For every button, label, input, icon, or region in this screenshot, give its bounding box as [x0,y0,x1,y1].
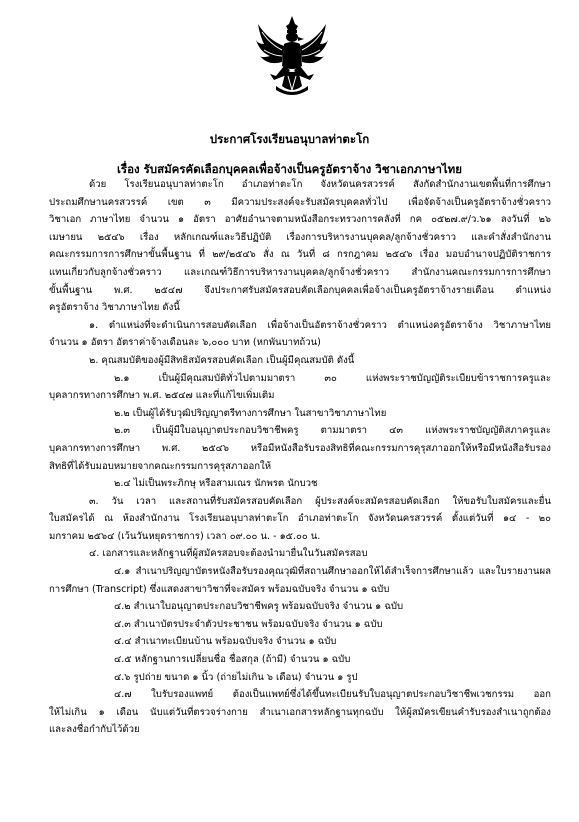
body-line: ๔.๖ รูปถ่าย ขนาด ๑ นิ้ว (ถ่ายไม่เกิน ๖ เดือน) จำนวน ๑ รูป [114,671,358,683]
body-line: เมษายน ๒๕๔๖ เรื่อง หลักเกณฑ์และวิธีปฏิบัติ เรื่องการบริหารงานบุคคล/ลูกจ้างชั่วคราว และคำสั่งสำนักงาน [49,231,551,243]
body-line: ๔.๗ ใบรับรองแพทย์ ต้องเป็นแพทย์ซึ่งได้ขึ้นทะเบียนรับใบอนุญาตประกอบวิชาชีพเวชกรรม ออก [114,689,551,701]
body-line: บุคลากรทางการศึกษา พ.ศ. ๒๕๔๖ หรือมีหนังสือรับรองสิทธิที่คณะกรรมการคุรุสภาออกให้หรือมีหนังสือรับรอง [49,442,551,454]
body-line: ๒.๒ เป็นผู้ได้รับวุฒิปริญญาตรีทางการศึกษา ในสาขาวิชาภาษาไทย [114,407,387,419]
body-line: แทนเกี่ยวกับลูกจ้างชั่วคราว และเกณฑ์วิธีการบริหารงานบุคคล/ลูกจ้างชั่วคราว สำนักงานคณะกรรมการการศึกษา [49,266,551,278]
body-line: ๒. คุณสมบัติของผู้มีสิทธิสมัครสอบคัดเลือก เป็นผู้มีคุณสมบัติ ดังนี้ [89,354,355,366]
body-line: และลงชื่อกำกับไว้ด้วย [49,724,140,736]
body-line: ๔.๕ หลักฐานการเปลี่ยนชื่อ ชื่อสกุล (ถ้ามี) จำนวน ๑ ฉบับ [114,654,351,666]
garuda-emblem-icon [254,14,330,98]
body-line: คณะกรรมการการศึกษาขั้นพื้นฐาน ที่ ๒๙/๒๕๔๖ สั่ง ณ วันที่ ๘ กรกฎาคม ๒๕๔๖ เรื่อง มอบอำนาจปฏิบัติราชการ [49,249,551,261]
body-line: ครูอัตราจ้าง วิชาภาษาไทย ดังนี้ [49,302,180,314]
body-line: ๔.๔ สำเนาทะเบียนบ้าน พร้อมฉบับจริง จำนวน ๑ ฉบับ [114,636,337,648]
body-line: สิทธิที่ได้รับมอบหมายจากคณะกรรมการคุรุสภาออกให้ [49,460,272,472]
body-line: ๑. ตำแหน่งที่จะดำเนินการสอบคัดเลือก เพื่อจ้างเป็นอัตราจ้างชั่วคราว ตำแหน่งครูอัตราจ้าง วิชาภาษาไทย [89,319,551,331]
announcement-body [49,176,551,739]
body-line: จำนวน ๑ อัตรา อัตราค่าจ้างเดือนละ ๖,๐๐๐ บาท (หกพันบาทถ้วน) [49,337,321,349]
body-line: ๔.๓ สำเนาบัตรประจำตัวประชาชน พร้อมฉบับจริง จำนวน ๑ ฉบับ [114,618,383,630]
body-line: ๓. วัน เวลา และสถานที่รับสมัครสอบคัดเลือก ผู้ประสงค์จะสมัครสอบคัดเลือก ให้ขอรับใบสมัครและยื่น [89,495,551,507]
body-line: ๔. เอกสารและหลักฐานที่ผู้สมัครสอบจะต้องนำมายื่นในวันสมัครสอบ [89,548,368,560]
body-line: ๔.๒ สำเนาใบอนุญาตประกอบวิชาชีพครู พร้อมฉบับจริง จำนวน ๑ ฉบับ [114,601,404,613]
body-line: ๒.๑ เป็นผู้มีคุณสมบัติทั่วไปตามมาตรา ๓๐ แห่งพระราชบัญญัติระเบียบข้าราชการครูและ [114,372,551,384]
body-line: ๒.๓ เป็นผู้มีใบอนุญาตประกอบวิชาชีพครู ตามมาตรา ๔๓ แห่งพระราชบัญญัติสภาครูและ [114,425,551,437]
body-line: ๔.๑ สำเนาปริญญาบัตรหนังสือรับรองคุณวุฒิที่สถานศึกษาออกให้ได้สำเร็จการศึกษาแล้ว และใบรายงานผล [114,566,551,578]
body-line: มกราคม ๒๕๖๔ (เว้นวันหยุดราชการ) เวลา ๐๙.๐๐ น. - ๑๕.๐๐ น. [49,530,321,542]
body-line: ใบสมัครได้ ณ ห้องสำนักงาน โรงเรียนอนุบาลท่าตะโก อำเภอท่าตะโก จังหวัดนครสวรรค์ ตั้งแต่วันที่ ๑๔ - ๒๐ [49,513,551,525]
announcement-subject: เรื่อง รับสมัครคัดเลือกบุคคลเพื่อจ้างเป็นครูอัตราจ้าง วิชาเอกภาษาไทย [116,162,463,176]
body-line: ๒.๔ ไม่เป็นพระภิกษุ หรือสามเณร นักพรต นักบวช [114,478,318,490]
body-line: ประถมศึกษานครสวรรค์ เขต ๓ มีความประสงค์จะรับสมัครบุคคลทั่วไป เพื่อจัดจ้างเป็นครูอัตราจ้างชั่วคราว [49,196,551,208]
body-line: ด้วย โรงเรียนอนุบาลท่าตะโก อำเภอท่าตะโก จังหวัดนครสวรรค์ สังกัดสำนักงานเขตพื้นที่การศึกษา [89,179,551,190]
body-line: ขั้นพื้นฐาน พ.ศ. ๒๕๔๗ จึงประกาศรับสมัครสอบคัดเลือกบุคคลเพื่อจ้างเป็นครูอัตราจ้างรายเดือน ตำแหน่ง [49,284,551,296]
body-line: บุคลากรทางการศึกษา พ.ศ. ๒๕๔๗ และที่แก้ไขเพิ่มเติม [49,390,275,402]
body-line: วิชาเอก ภาษาไทย จำนวน ๑ อัตรา อาศัยอำนาจตามหนังสือกระทรวงการคลังที่ กค ๐๕๒๗.๙/ว.๖๑ ลงวันที่ ๒๖ [49,214,551,226]
body-line: ให้ไม่เกิน ๑ เดือน นับแต่วันที่ตรวจร่างกาย สำเนาเอกสารหลักฐานทุกฉบับ ให้ผู้สมัครเขียนคำรับรองสำเนาถูกต้อง [49,706,551,718]
announcement-title: ประกาศโรงเรียนอนุบาลท่าตะโก [209,132,370,146]
body-line: การศึกษา (Transcript) ซึ่งแสดงสาขาวิชาที่จะสมัคร พร้อมฉบับจริง จำนวน ๑ ฉบับ [49,583,390,595]
